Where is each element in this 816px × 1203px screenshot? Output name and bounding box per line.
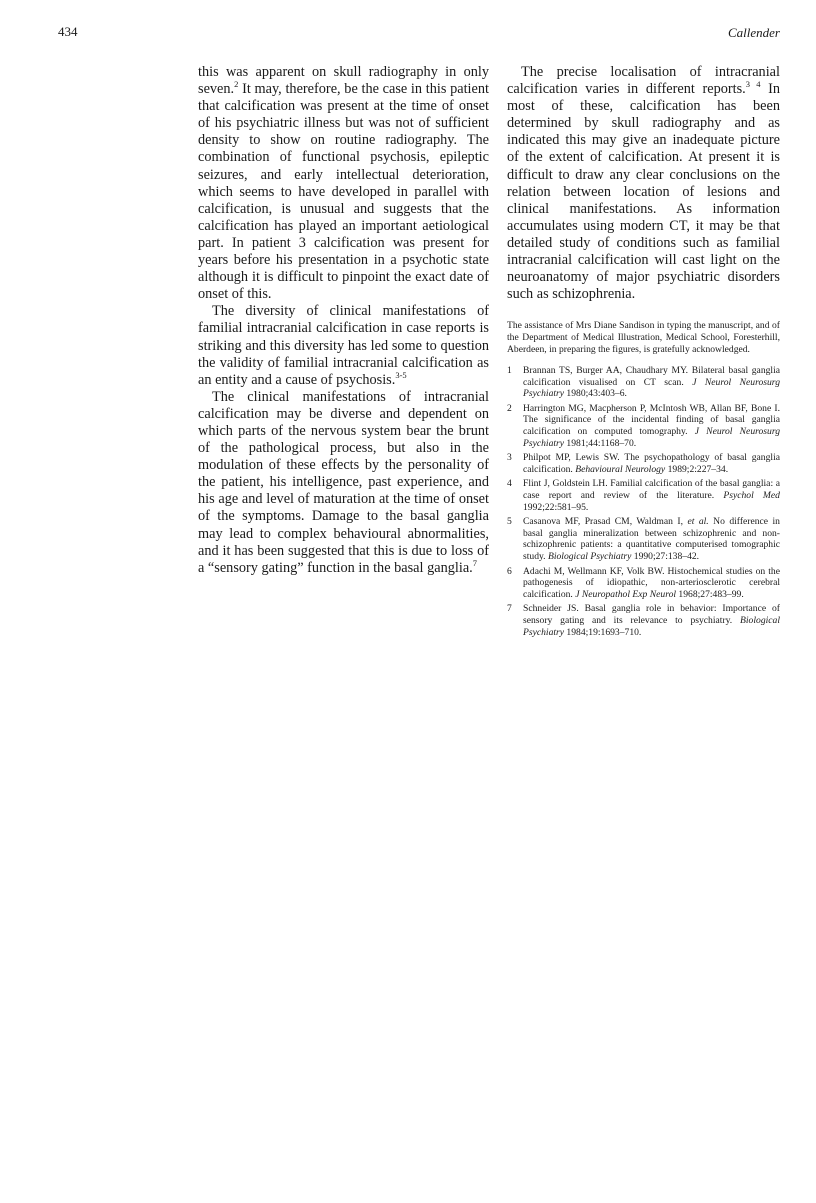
paragraph: this was apparent on skull radiography in only seven.$^2$ It may, therefore, be the case in this patient that calcification was present at the time of onset of his psychiatric illness but was not of sufficient density to show on routine radiography. The combination of functional psychosis, epileptic seizures, and early intellectual deterioration, which seems to have developed in parallel with calcification, is unusual and suggests that the calcification has played an important aetiological part. In patient 3 calcification was present for years before his presentation in a psychotic state although it is difficult to pinpoint the exact date of onset of this.	[198, 64, 489, 303]
page-number: 434	[58, 24, 78, 39]
reference-item: 2 Harrington MG, Macpherson P, McIntosh WB, Allan BF, Bone I. The significance of the incidental finding of basal ganglia calcification on computed tomography. J Neurol Neurosurg Psychiatry 1981;44:1168–70.	[507, 402, 780, 449]
reference-item: 1 Brannan TS, Burger AA, Chaudhary MY. Bilateral basal ganglia calcification visualised on CT scan. J Neurol Neurosurg Psychiatry 1980;43:403–6.	[507, 365, 780, 400]
reference-item: 7 Schneider JS. Basal ganglia role in behavior: Importance of sensory gating and its relevance to psychiatry. Biological Psychiatry 1984;19:1693–710.	[507, 603, 780, 638]
reference-item: 4 Flint J, Goldstein LH. Familial calcification of the basal ganglia: a case report and review of the literature. Psychol Med 1992;22:581–95.	[507, 478, 780, 513]
citation-superscript: 2	[234, 79, 239, 90]
citation-superscript: 3 4	[745, 79, 761, 90]
reference-item: 6 Adachi M, Wellmann KF, Volk BW. Histochemical studies on the pathogenesis of idiopathic, non-arteriosclerotic cerebral calcification. J Neuropathol Exp Neurol 1968;27:483–99.	[507, 565, 780, 600]
paragraph: The diversity of clinical manifestations of familial intracranial calcification in case reports is striking and this diversity has led some to question the validity of familial intracranial calcification as an entity and a cause of psychosis.$^{3-5}$	[198, 303, 489, 388]
right-column	[507, 64, 780, 641]
citation-superscript: 3-5	[395, 369, 407, 380]
running-head-author: Callender	[728, 25, 780, 40]
reference-list	[507, 365, 780, 638]
paragraph: The precise localisation of intracranial calcification varies in different reports.$^{3 4}$ In most of these, calcification has been determined by skull radiography and as indicated this may give an inadequate picture of the extent of calcification. At present it is difficult to draw any clear conclusions on the relation between location of lesions and clinical manifestations. As information accumulates using modern CT, it may be that detailed study of conditions such as familial intracranial calcification will cast light on the neuroanatomy of major psychiatric disorders such as schizophrenia.	[507, 64, 781, 303]
reference-item: 3 Philpot MP, Lewis SW. The psychopathology of basal ganglia calcification. Behavioural Neurology 1989;2:227–34.	[507, 452, 780, 475]
left-column	[198, 64, 489, 577]
acknowledgement: The assistance of Mrs Diane Sandison in typing the manuscript, and of the Department of Medical Illustration, Medical School, Foresterhill, Aberdeen, in preparing the figures, is gratefully acknowledged.	[507, 320, 780, 355]
paragraph: The clinical manifestations of intracranial calcification may be diverse and dependent on which parts of the nervous system bear the brunt of the pathological process, but also in the modulation of these effects by the personality of the patient, his intelligence, past experience, and his age and level of maturation at the time of onset of the symptoms. Damage to the basal ganglia may lead to complex behavioural abnormalities, and it has been suggested that this is due to loss of a “sensory gating” function in the basal ganglia.$^7$	[198, 388, 489, 576]
citation-superscript: 7	[472, 557, 477, 568]
reference-item: 5 Casanova MF, Prasad CM, Waldman I, et al. No difference in basal ganglia mineralization between schizophrenic and non-schizophrenic patients: a quantitative computerised tomographic study. Biological Psychiatry 1990;27:138–42.	[507, 516, 780, 562]
